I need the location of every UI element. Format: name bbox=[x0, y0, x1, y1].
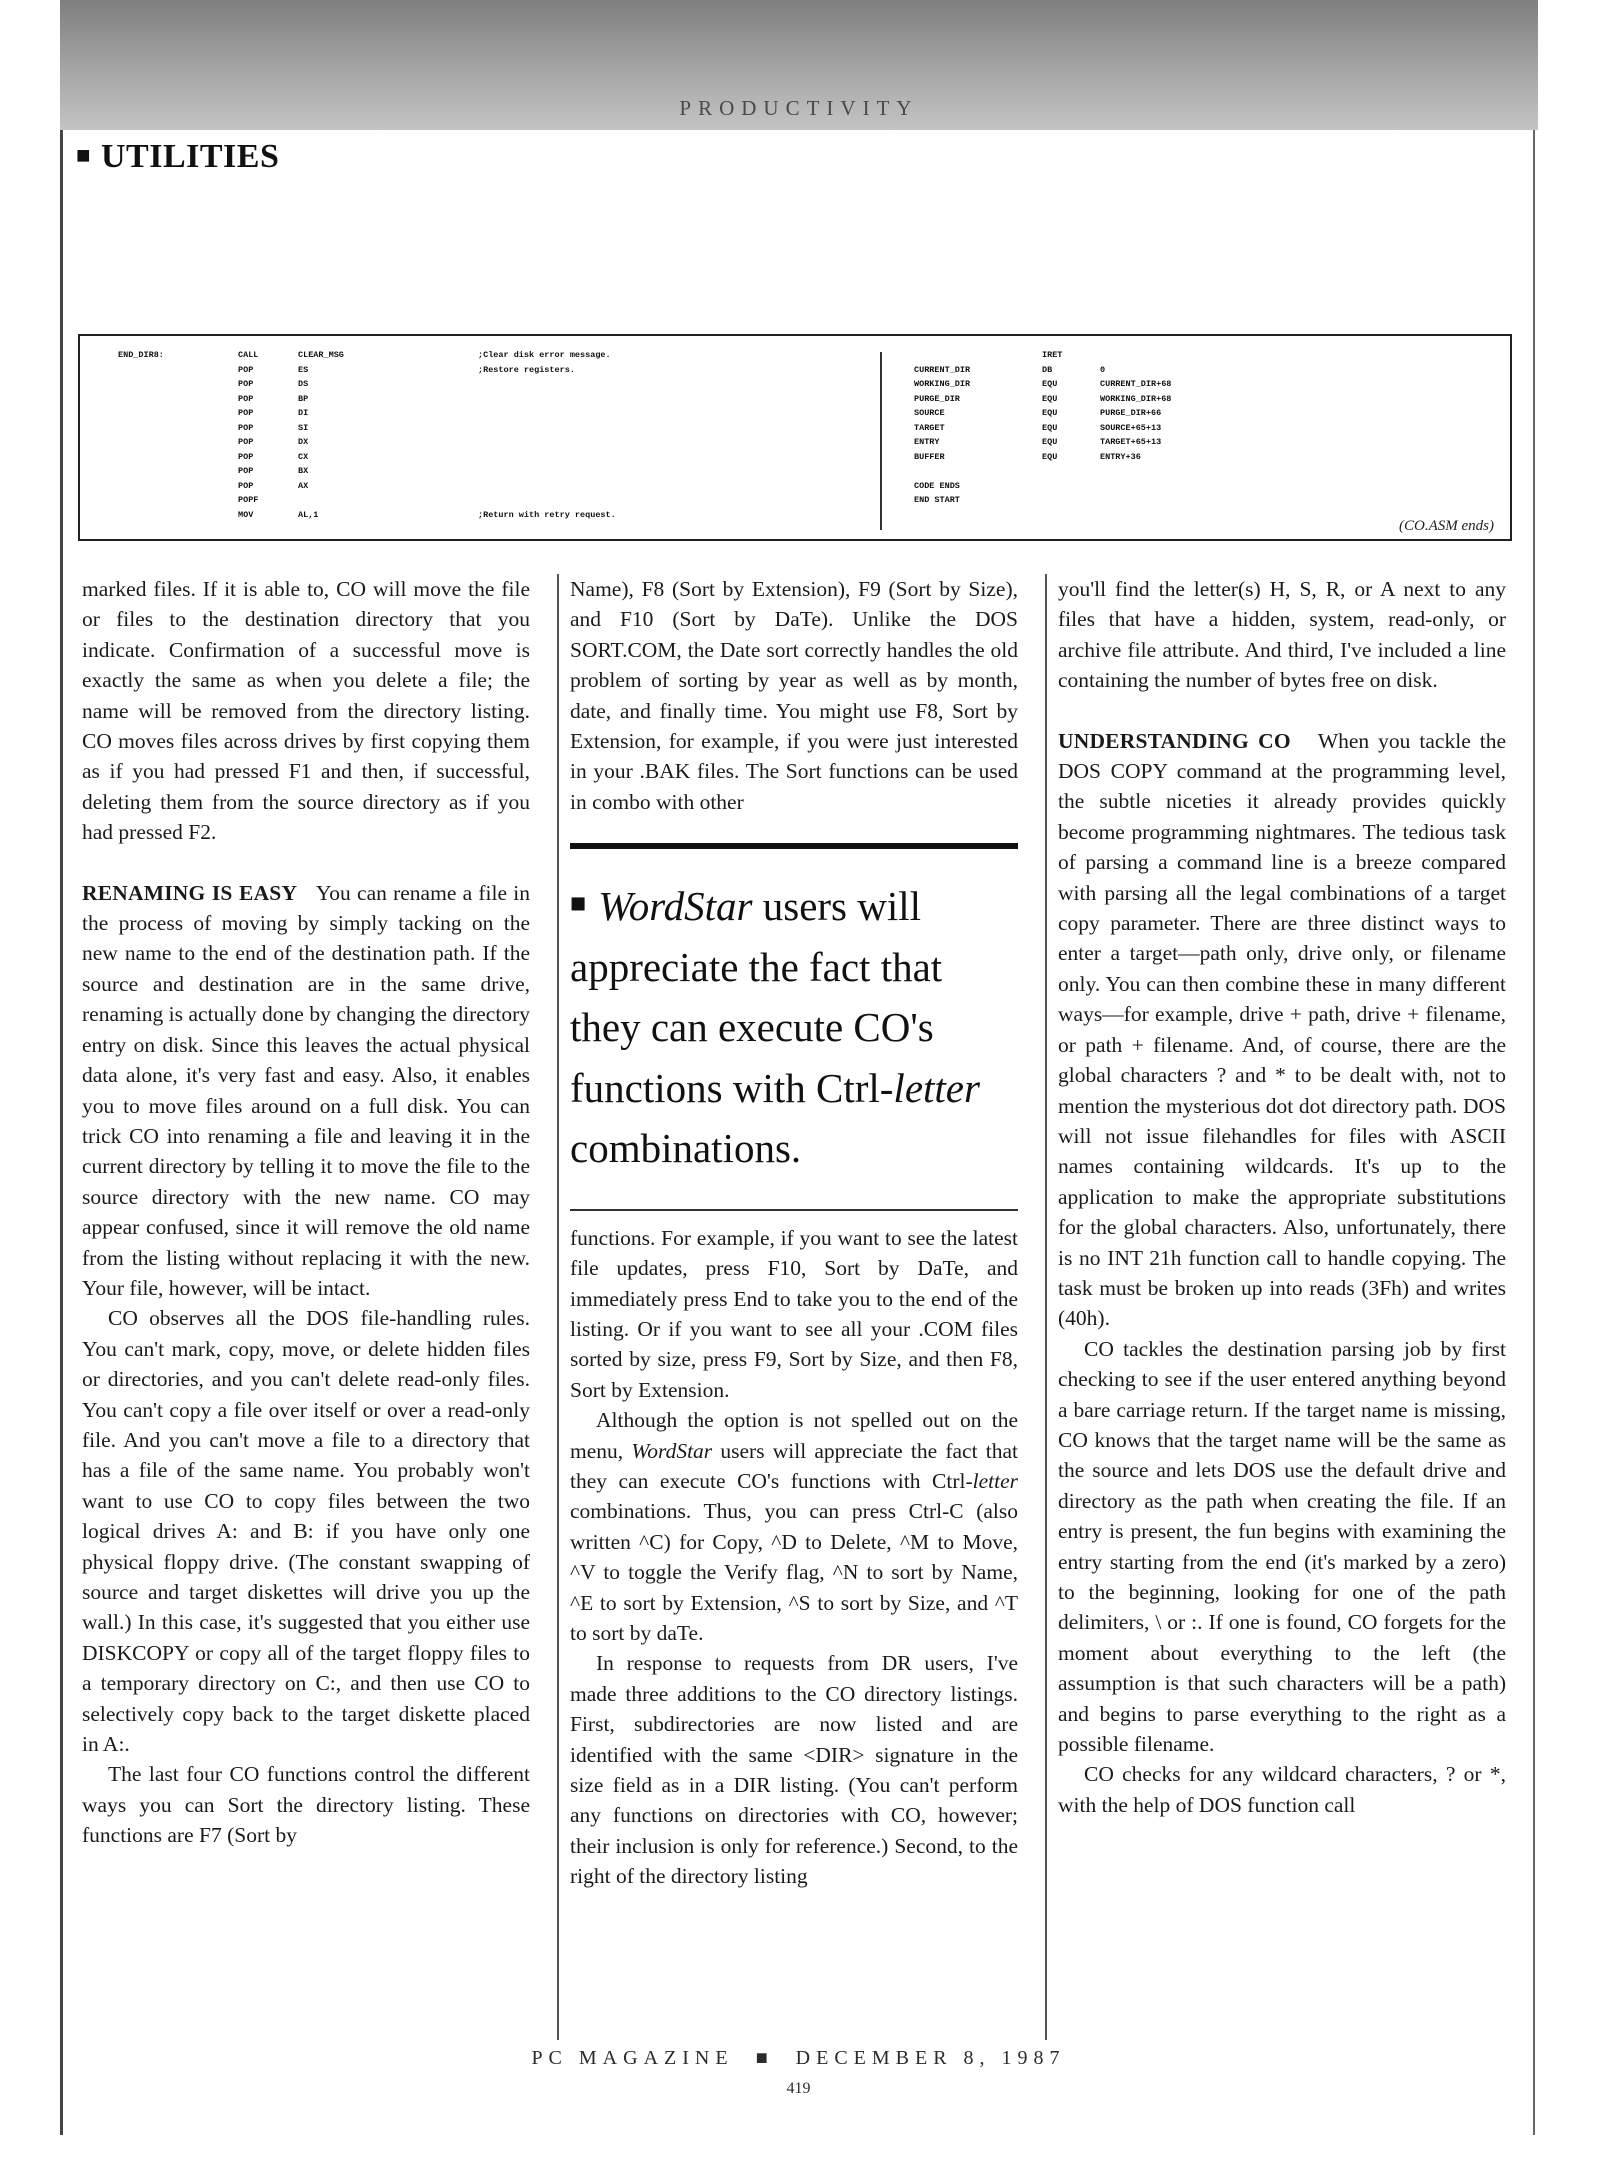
paragraph: CO observes all the DOS file-handling rules. You can't mark, copy, move, or delete hidden files or directories, and you can't delete read-only files. You can't copy a file over itself or over a read-only file. And you can't move a file to a directory that has a file of the same name. You probably won't want to use CO to copy files between the two logical drives A: and B: if you have only one physical floppy drive. (The constant swapping of source and target diskettes will drive you up the wall.) In this case, it's suggested that you either use DISKCOPY or copy all of the target floppy files to a temporary directory on C:, and then use CO to selectively copy back to the target diskette placed in A:. bbox=[82, 1306, 530, 1757]
code-comment: ;Return with retry request. bbox=[478, 509, 616, 520]
paragraph: you'll find the letter(s) H, S, R, or A next to any files that have a hidden, system, read-only, or archive file attribute. And third, I've included a line containing the number of bytes free on disk. bbox=[1058, 577, 1506, 693]
code-op: MOV bbox=[238, 509, 254, 520]
paragraph: CO tackles the destination parsing job by first checking to see if the user entered anything beyond a bare carriage return. If the target name is missing, CO knows that the target name will be the same as the source and lets DOS use the default drive and directory as the path when creating the file. If an entry is present, the fun begins with examining the entry starting from the end (it's marked by a zero) to the beginning, looking for one of the path delimiters, \ or :. If one is found, CO forgets for the moment about everything to the left (the assumption is that such characters will be a path) and begins to parse everything to the right as a possible filename. bbox=[1058, 1336, 1506, 1757]
code-arg: AL,1 bbox=[298, 509, 319, 520]
article-column-2 bbox=[570, 574, 1018, 2040]
column-rule-2 bbox=[1045, 574, 1047, 2040]
code-arg: ES bbox=[298, 364, 309, 375]
column-rule-1 bbox=[557, 574, 559, 2040]
code-arg: 0 bbox=[1100, 364, 1106, 375]
issue-date: DECEMBER 8, 1987 bbox=[795, 2047, 1066, 2069]
footer-bullet-icon: ■ bbox=[755, 2047, 774, 2069]
code-op: POP bbox=[238, 437, 254, 447]
code-op: POP bbox=[238, 422, 254, 433]
paragraph-text: users will appreciate the fact that they can execute CO's functions with Ctrl- bbox=[570, 1438, 1018, 1493]
code-arg: DX bbox=[298, 437, 309, 447]
pull-quote-part: WordStar bbox=[598, 883, 753, 930]
code-divider bbox=[880, 352, 882, 530]
code-label: SOURCE bbox=[914, 408, 945, 418]
code-op: POP bbox=[238, 408, 254, 418]
category-heading bbox=[76, 138, 279, 176]
paragraph bbox=[82, 878, 530, 1304]
code-op: POP bbox=[238, 379, 254, 389]
code-arg: TARGET+65+13 bbox=[1100, 437, 1162, 447]
paragraph: Name), F8 (Sort by Extension), F9 (Sort by Size), and F10 (Sort by DaTe). Unlike the DOS SORT.COM, the Date sort correctly handles the old problem of sorting by year as well as by month, date, and finally time. You might use F8, Sort by Extension, for example, if you were just interested in your .BAK files. The Sort functions can be used in combo with other bbox=[570, 577, 1018, 814]
code-label: WORKING_DIR bbox=[914, 379, 971, 389]
paragraph-text: You can rename a file in the process of moving by simply tacking on the new name to the end of the destination path. If the source and destination are in the same drive, renaming is actually done by changing the directory entry on disk. Since this leaves the actual physical data alone, it's very fast and easy. Also, it enables you to move files around on a full disk. You can trick CO into renaming a file and leaving it in the current directory by telling it to move the file to the source directory with the new name. CO may appear confused, since it will remove the old name from the listing without replacing it with the new. Your file, however, will be intact. bbox=[82, 880, 530, 1300]
pull-quote bbox=[570, 843, 1018, 1211]
code-op: POPF bbox=[238, 495, 259, 505]
pull-quote-part: combinations. bbox=[570, 1125, 802, 1172]
page-frame-right bbox=[1533, 130, 1535, 2135]
code-label: TARGET bbox=[914, 422, 945, 433]
magazine-name: PC MAGAZINE bbox=[531, 2047, 734, 2069]
code-comment: ;Restore registers. bbox=[478, 364, 575, 375]
paragraph-text: When you tackle the DOS COPY command at the programming level, the subtle niceties it already provides quickly become programming nightmares. The tedious task of parsing a command line is a breeze compared with parsing all the legal combinations of a target copy parameter. There are three distinct ways to enter a target—path only, drive only, or filename only. You can then combine these in many different ways—for example, drive + path, drive + filename, or path + filename. And, of course, there are the global characters ? and * to be dealt with, not to mention the mysterious dot dot directory path. DOS will not issue filehandles for files with ASCII names containing wildcards. It's up to the application to make the appropriate substitutions for the global characters. Also, unfortunately, there is no INT 21h function call to handle copying. The task must be broken up into reads (3Fh) and writes (40h). bbox=[1058, 728, 1506, 1331]
code-op: EQU bbox=[1042, 422, 1058, 433]
article-column-1 bbox=[82, 574, 530, 2040]
pull-quote-part: letter bbox=[893, 1064, 980, 1111]
top-banner bbox=[60, 0, 1538, 130]
code-arg: WORKING_DIR+68 bbox=[1100, 393, 1172, 404]
code-label: CURRENT_DIR bbox=[914, 364, 971, 375]
code-op: POP bbox=[238, 393, 254, 404]
paragraph: marked files. If it is able to, CO will move the file or files to the destination directory that you indicate. Confirmation of a successful move is exactly the same as when you delete a file; the name will be removed from the directory listing. CO moves files across drives by first copying them as if you had pressed F1 and then, if successful, deleting them from the source directory as if you had pressed F2. bbox=[82, 577, 530, 845]
code-op: EQU bbox=[1042, 437, 1058, 447]
paragraph bbox=[570, 1405, 1018, 1648]
paragraph-text: combinations. Thus, you can press Ctrl-C (also written ^C) for Copy, ^D to Delete, ^M to Move, ^V to toggle the Verify flag, ^N to sort by Name, ^E to sort by Extension, ^S to sort by Size, and ^T to sort by daTe. bbox=[570, 1499, 1018, 1646]
section-head-understanding: UNDERSTANDING CO bbox=[1058, 728, 1291, 753]
paragraph-text: Although the option is not spelled out on the menu, bbox=[570, 1408, 1018, 1463]
article-column-3 bbox=[1058, 574, 1506, 2040]
code-label: CODE ENDS bbox=[914, 480, 960, 491]
code-label: END_DIR8: bbox=[118, 350, 164, 360]
code-op: POP bbox=[238, 466, 254, 476]
code-caption: (CO.ASM ends) bbox=[1399, 518, 1494, 535]
code-arg: DS bbox=[298, 379, 309, 389]
code-arg: BX bbox=[298, 466, 309, 476]
paragraph: functions. For example, if you want to see the latest file updates, press F10, Sort by DaTe, and immediately press End to take you to the end of the listing. Or if you want to see all your .COM files sorted by size, press F9, Sort by Size, and then F8, Sort by Extension. bbox=[570, 1225, 1018, 1402]
bullet-square-icon: ■ bbox=[570, 888, 587, 919]
code-op: EQU bbox=[1042, 393, 1058, 404]
code-arg: ENTRY+36 bbox=[1100, 451, 1141, 462]
paragraph: CO checks for any wildcard characters, ? or *, with the help of DOS function call bbox=[1058, 1762, 1506, 1817]
paragraph-text: WordStar bbox=[631, 1438, 713, 1463]
section-head-renaming: RENAMING IS EASY bbox=[82, 880, 298, 905]
pull-quote-part: users will appreciate the fact that they can execute CO's functions with Ctrl- bbox=[570, 883, 943, 1111]
code-comment: ;Clear disk error message. bbox=[478, 350, 611, 360]
code-arg: DI bbox=[298, 408, 309, 418]
code-op: EQU bbox=[1042, 451, 1058, 462]
paragraph-text: letter bbox=[972, 1469, 1018, 1493]
code-arg: SOURCE+65+13 bbox=[1100, 422, 1162, 433]
code-label: ENTRY bbox=[914, 437, 940, 447]
code-listing-left bbox=[118, 350, 838, 535]
paragraph: The last four CO functions control the different ways you can Sort the directory listing. These functions are F7 (Sort by bbox=[82, 1762, 530, 1848]
category-label: UTILITIES bbox=[101, 138, 280, 175]
code-arg: PURGE_DIR+66 bbox=[1100, 408, 1162, 418]
code-label: BUFFER bbox=[914, 451, 945, 462]
code-arg: BP bbox=[298, 393, 309, 404]
section-header: PRODUCTIVITY bbox=[679, 96, 919, 120]
page-frame-left bbox=[60, 130, 63, 2135]
code-arg: CX bbox=[298, 451, 309, 462]
code-op: CALL bbox=[238, 350, 259, 360]
bullet-square-icon: ■ bbox=[76, 143, 91, 169]
page-number: 419 bbox=[786, 2080, 811, 2097]
code-label: END START bbox=[914, 495, 960, 505]
page-footer bbox=[0, 2047, 1597, 2070]
paragraph: In response to requests from DR users, I've made three additions to the CO directory listings. First, subdirectories are now listed and are identified with the same <DIR> signature in the size field as in a DIR listing. (You can't perform any functions on directories with CO, however; their inclusion is only for reference.) Second, to the right of the directory listing bbox=[570, 1651, 1018, 1889]
code-op: IRET bbox=[1042, 350, 1063, 360]
code-arg: AX bbox=[298, 480, 309, 491]
code-label: PURGE_DIR bbox=[914, 393, 960, 404]
code-op: EQU bbox=[1042, 408, 1058, 418]
code-listing-right bbox=[914, 350, 1474, 535]
code-op: DB bbox=[1042, 364, 1053, 375]
code-op: POP bbox=[238, 451, 254, 462]
code-arg: CLEAR_MSG bbox=[298, 350, 344, 360]
code-listing-box bbox=[78, 334, 1512, 541]
code-op: POP bbox=[238, 480, 254, 491]
code-arg: SI bbox=[298, 422, 309, 433]
code-arg: CURRENT_DIR+68 bbox=[1100, 379, 1172, 389]
paragraph bbox=[1058, 726, 1506, 1334]
code-op: EQU bbox=[1042, 379, 1058, 389]
code-op: POP bbox=[238, 364, 254, 375]
